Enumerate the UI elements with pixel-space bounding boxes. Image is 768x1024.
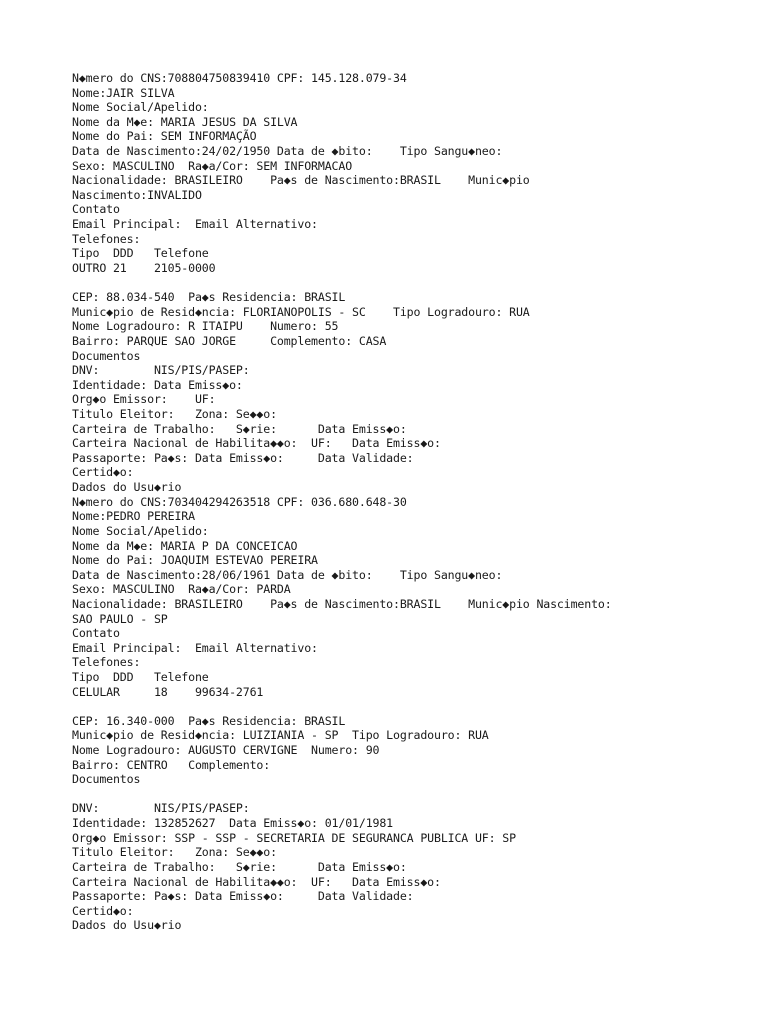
text-line: Sexo: MASCULINO Ra◆a/Cor: PARDA xyxy=(72,582,291,597)
text-line: Identidade: 132852627 Data Emiss◆o: 01/01/1981 xyxy=(72,816,394,831)
blank-line xyxy=(72,699,752,714)
text-line: Data de Nascimento:28/06/1961 Data de ◆bito: Tipo Sangu◆neo: xyxy=(72,567,503,582)
text-line: CEP: 16.340-000 Pa◆s Residencia: BRASIL xyxy=(72,713,346,728)
text-line: Munic◆pio de Resid◆ncia: FLORIANOPOLIS - SC Tipo Logradouro: RUA xyxy=(72,304,530,319)
text-line: N◆mero do CNS:708804750839410 CPF: 145.128.079-34 xyxy=(72,71,407,85)
text-line: Nacionalidade: BRASILEIRO Pa◆s de Nascimento:BRASIL Munic◆pio xyxy=(72,173,530,188)
text-line: Nome Social/Apelido: xyxy=(72,523,209,538)
text-line: Org◆o Emissor: UF: xyxy=(72,392,216,407)
text-line: Documentos xyxy=(72,348,141,363)
text-line: Passaporte: Pa◆s: Data Emiss◆o: Data Validade: xyxy=(72,450,414,465)
text-line: Certid◆o: xyxy=(72,465,134,480)
text-line: Dados do Usu◆rio xyxy=(72,480,182,495)
text-line: Sexo: MASCULINO Ra◆a/Cor: SEM INFORMACAO xyxy=(72,158,353,173)
text-line: Nome do Pai: JOAQUIM ESTEVAO PEREIRA xyxy=(72,553,318,568)
text-line: Carteira de Trabalho: S◆rie: Data Emiss◆o: xyxy=(72,859,407,874)
text-line: Data de Nascimento:24/02/1950 Data de ◆bito: Tipo Sangu◆neo: xyxy=(72,144,503,159)
text-line: CELULAR 18 99634-2761 xyxy=(72,684,264,699)
text-line: Nome:PEDRO PEREIRA xyxy=(72,509,195,524)
text-line: Telefones: xyxy=(72,231,141,246)
text-line: Passaporte: Pa◆s: Data Emiss◆o: Data Validade: xyxy=(72,889,414,904)
text-line: Bairro: CENTRO Complemento: xyxy=(72,757,271,772)
text-line: Email Principal: Email Alternativo: xyxy=(72,640,318,655)
blank-line xyxy=(72,276,752,291)
text-line: Carteira de Trabalho: S◆rie: Data Emiss◆o: xyxy=(72,421,407,436)
text-line: Nome da M◆e: MARIA JESUS DA SILVA xyxy=(72,114,298,129)
text-line: Bairro: PARQUE SAO JORGE Complemento: CASA xyxy=(72,333,387,348)
blank-line xyxy=(72,787,752,802)
text-line: N◆mero do CNS:703404294263518 CPF: 036.680.648-30 xyxy=(72,494,407,509)
text-line: Nome Logradouro: R ITAIPU Numero: 55 xyxy=(72,319,339,334)
text-line: Nome da M◆e: MARIA P DA CONCEICAO xyxy=(72,538,298,553)
text-line: Tipo DDD Telefone xyxy=(72,669,209,684)
text-line: Titulo Eleitor: Zona: Se◆◆o: xyxy=(72,407,277,422)
text-line: Nome Logradouro: AUGUSTO CERVIGNE Numero: 90 xyxy=(72,743,380,758)
text-line: Nacionalidade: BRASILEIRO Pa◆s de Nascimento:BRASIL Munic◆pio Nascimento: xyxy=(72,596,612,611)
text-line: DNV: NIS/PIS/PASEP: xyxy=(72,801,250,816)
text-line: Carteira Nacional de Habilita◆◆o: UF: Data Emiss◆o: xyxy=(72,874,441,889)
text-line: Documentos xyxy=(72,772,141,787)
text-line: OUTRO 21 2105-0000 xyxy=(72,260,216,275)
text-line: Certid◆o: xyxy=(72,903,134,918)
text-line: Titulo Eleitor: Zona: Se◆◆o: xyxy=(72,845,277,860)
text-line: SAO PAULO - SP xyxy=(72,611,168,626)
text-line: Email Principal: Email Alternativo: xyxy=(72,217,318,232)
text-line: CEP: 88.034-540 Pa◆s Residencia: BRASIL xyxy=(72,290,346,305)
text-line: Telefones: xyxy=(72,655,141,670)
text-line: Tipo DDD Telefone xyxy=(72,246,209,261)
text-line: Nome do Pai: SEM INFORMAÇÃO xyxy=(72,129,257,144)
text-line: Munic◆pio de Resid◆ncia: LUIZIANIA - SP Tipo Logradouro: RUA xyxy=(72,728,489,743)
text-line: DNV: NIS/PIS/PASEP: xyxy=(72,363,250,378)
text-line: Nascimento:INVALIDO xyxy=(72,187,202,202)
text-line: Nome:JAIR SILVA xyxy=(72,85,175,100)
document-body xyxy=(72,71,752,933)
text-line: Identidade: Data Emiss◆o: xyxy=(72,377,243,392)
text-line: Carteira Nacional de Habilita◆◆o: UF: Data Emiss◆o: xyxy=(72,436,441,451)
text-line: Contato xyxy=(72,202,120,217)
text-line: Dados do Usu◆rio xyxy=(72,918,182,933)
text-line: Contato xyxy=(72,626,120,641)
text-line: Org◆o Emissor: SSP - SSP - SECRETARIA DE SEGURANCA PUBLICA UF: SP xyxy=(72,830,516,845)
text-line: Nome Social/Apelido: xyxy=(72,100,209,115)
